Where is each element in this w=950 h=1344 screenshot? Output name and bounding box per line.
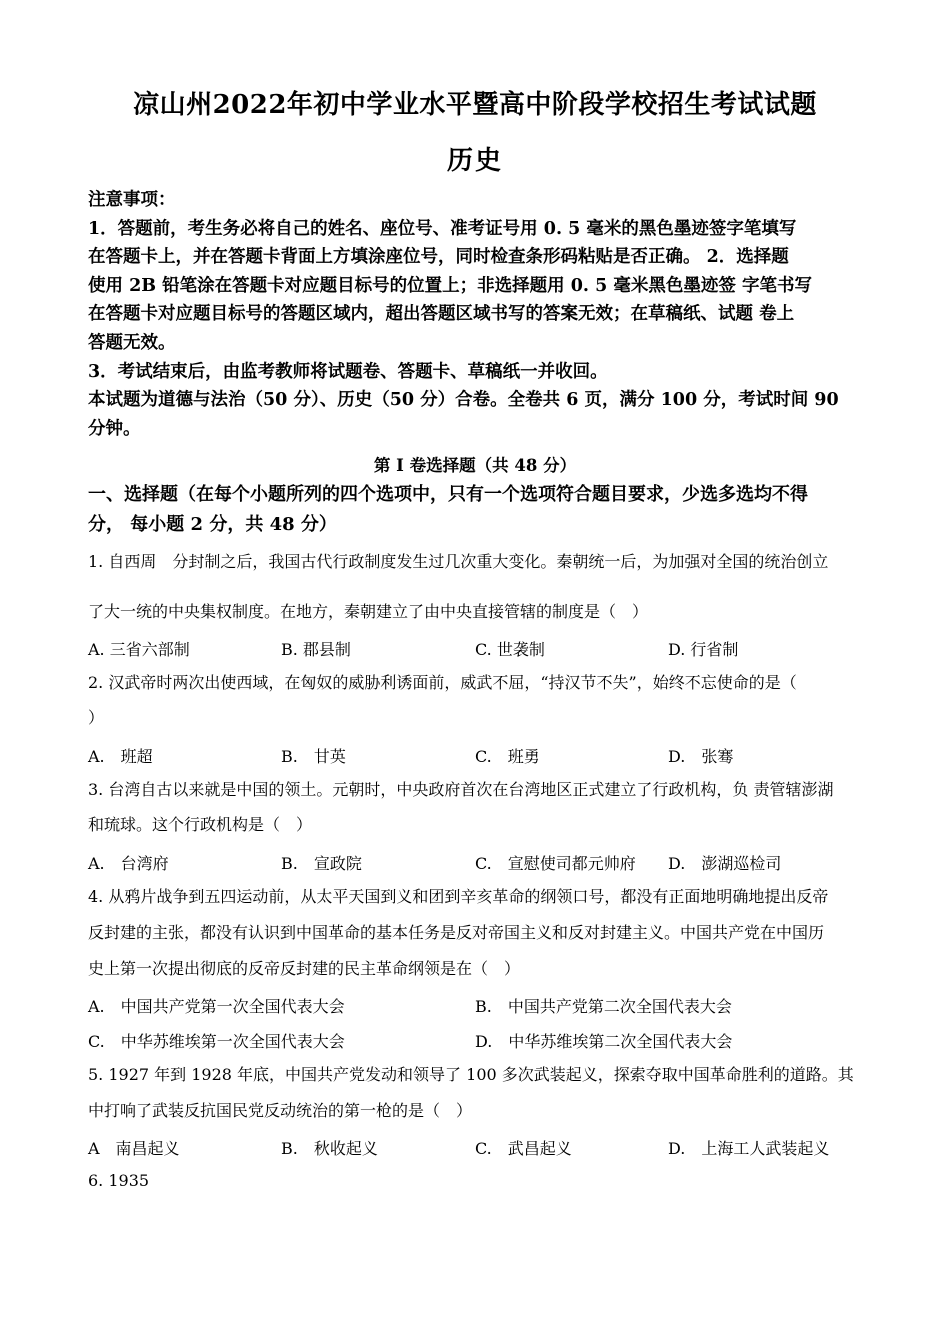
exam-title: 凉山州2022年初中学业水平暨高中阶段学校招生考试试题: [133, 90, 817, 120]
notice-line: 本试题为道德与法治（50 分）、历史（50 分）合卷。全卷共 6 页，满分 100 分，考试时间 90: [88, 390, 839, 411]
option-d: D. 中华苏维埃第二次全国代表大会: [475, 1032, 733, 1051]
question-5-line: 5. 1927 年到 1928 年底，中国共产党发动和领导了 100 多次武装起义，探索夺取中国革命胜利的道路。其: [88, 1065, 854, 1084]
option-b: B. 甘英: [281, 747, 346, 766]
part-heading: [88, 480, 866, 540]
option-c: C. 班勇: [475, 747, 540, 766]
notice-heading: 注意事项：: [88, 190, 176, 210]
question-4-line: 反封建的主张，都没有认识到中国革命的基本任务是反对帝国主义和反对封建主义。中国共产党在中国历: [88, 923, 825, 942]
question-4-line: 史上第一次提出彻底的反帝反封建的民主革命纲领是在（ ）: [88, 959, 521, 978]
option-b: B. 秋收起义: [281, 1139, 378, 1158]
question-1-line: 了大一统的中央集权制度。在地方，秦朝建立了由中央直接管辖的制度是（ ）: [88, 602, 649, 621]
option-c: C. 世袭制: [475, 640, 545, 659]
notice-line: 1．答题前，考生务必将自己的姓名、座位号、准考证号用 0. 5 毫米的黑色墨迹签字笔填写: [88, 218, 797, 239]
notice-line: 在答题卡对应题目标号的答题区域内，超出答题区域书写的答案无效；在草稿纸、试题 卷上: [88, 304, 795, 325]
question-5-line: 中打响了武装反抗国民党反动统治的第一枪的是（ ）: [88, 1101, 473, 1120]
option-a: A 南昌起义: [88, 1139, 180, 1158]
subject-title: 历史: [446, 146, 503, 176]
notice-line: 3．考试结束后，由监考教师将试题卷、答题卡、草稿纸一并收回。: [88, 361, 608, 382]
question-6-line: 6. 1935: [88, 1171, 150, 1190]
option-a: A. 班超: [88, 747, 153, 766]
question-2-options: [88, 744, 866, 764]
part-heading-line: 一、选择题（在每个小题所列的四个选项中，只有一个选项符合题目要求，少选多选均不得: [88, 484, 808, 505]
question-4-options: [88, 994, 866, 1014]
option-b: B. 中国共产党第二次全国代表大会: [475, 997, 732, 1016]
option-d: D. 上海工人武装起义: [668, 1139, 830, 1158]
question-3-line: 和琉球。这个行政机构是（ ）: [88, 815, 313, 834]
question-3-line: 3. 台湾自古以来就是中国的领土。元朝时，中央政府首次在台湾地区正式建立了行政机构，负 责管辖澎湖: [88, 780, 834, 799]
question-4-line: 4. 从鸦片战争到五四运动前，从太平天国到义和团到辛亥革命的纲领口号，都没有正面地明确地提出反帝: [88, 887, 829, 906]
question-3-options: [88, 851, 866, 871]
option-a: A. 中国共产党第一次全国代表大会: [88, 997, 345, 1016]
question-2-line: ）: [88, 708, 105, 727]
option-a: A. 台湾府: [88, 854, 169, 873]
question-1-line: 1. 自西周 分封制之后，我国古代行政制度发生过几次重大变化。秦朝统一后，为加强对全国的统治创立: [88, 552, 829, 571]
section-heading: 第 I 卷选择题（共 48 分）: [373, 456, 577, 475]
notice-line: 在答题卡上，并在答题卡背面上方填涂座位号，同时检查条形码粘贴是否正确。 2．选择题: [88, 247, 789, 268]
option-c: C. 中华苏维埃第一次全国代表大会: [88, 1032, 345, 1051]
question-2-line: 2. 汉武帝时两次出使西域，在匈奴的威胁利诱面前，威武不屈，“持汉节不失”，始终不忘使命的是（: [88, 673, 797, 692]
question-5-options: [88, 1136, 866, 1156]
part-heading-line: 分， 每小题 2 分，共 48 分）: [88, 514, 337, 535]
notice-line: 使用 2B 铅笔涂在答题卡对应题目标号的位置上；非选择题用 0. 5 毫米黑色墨迹签 字笔书写: [88, 275, 812, 296]
option-d: D. 澎湖巡检司: [668, 854, 782, 873]
option-d: D. 行省制: [668, 640, 739, 659]
notice-line: 答题无效。: [88, 332, 176, 353]
question-1-options: [88, 637, 866, 657]
option-c: C. 武昌起义: [475, 1139, 572, 1158]
option-d: D. 张骞: [668, 747, 734, 766]
notice-line: 分钟。: [88, 418, 141, 439]
option-b: B. 郡县制: [281, 640, 351, 659]
notice-section: [88, 186, 866, 443]
question-4-options: [88, 1029, 866, 1049]
option-c: C. 宣慰使司都元帅府: [475, 854, 636, 873]
option-b: B. 宣政院: [281, 854, 362, 873]
option-a: A. 三省六部制: [88, 640, 190, 659]
